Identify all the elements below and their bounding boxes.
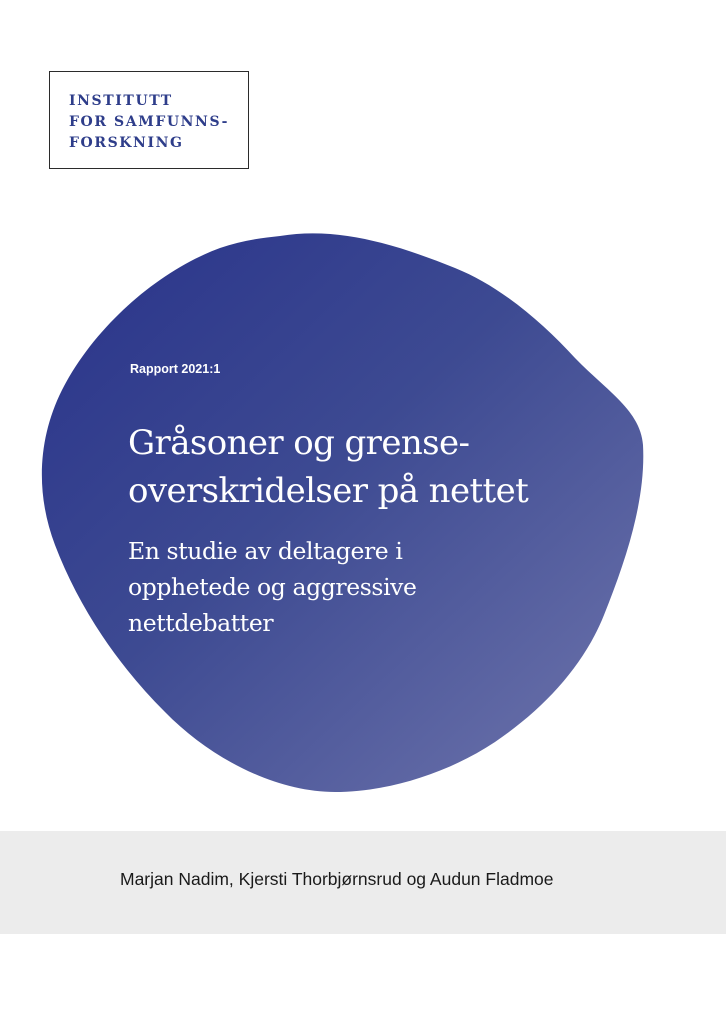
subtitle-line-3: nettdebatter — [128, 609, 274, 637]
logo-line-3: FORSKNING — [69, 135, 184, 151]
title-line-2: overskridelser på nettet — [128, 471, 529, 511]
report-title — [128, 419, 528, 515]
title-line-1: Gråsoner og grense- — [128, 423, 470, 463]
report-subtitle — [128, 533, 417, 641]
logo-line-1: INSTITUTT — [69, 93, 173, 109]
author-band — [0, 831, 726, 934]
logo-line-2: FOR SAMFUNNS- — [69, 114, 230, 130]
subtitle-line-2: opphetede og aggressive — [128, 573, 417, 601]
report-number: Rapport 2021:1 — [130, 362, 221, 376]
subtitle-line-1: En studie av deltagere i — [128, 537, 403, 565]
author-list: Marjan Nadim, Kjersti Thorbjørnsrud og Audun Fladmoe — [120, 869, 554, 889]
